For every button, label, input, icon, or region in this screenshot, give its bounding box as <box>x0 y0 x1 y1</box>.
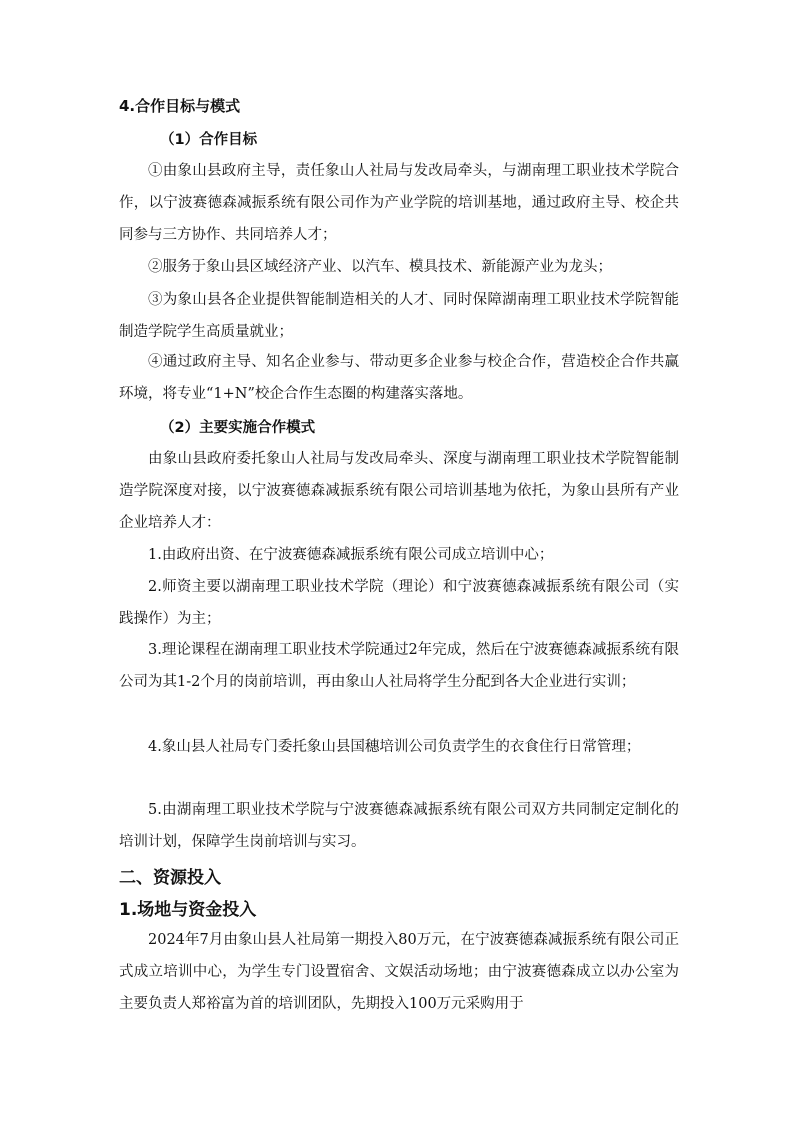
section-heading-cooperation-goals-and-modes: 4.合作目标与模式 <box>119 97 241 115</box>
mode-item-2: 2.师资主要以湖南理工职业技术学院（理论）和宁波赛德森减振系统有限公司（实践操作）为主； <box>119 579 679 627</box>
goal-item-2: ②服务于象山县区域经济产业、以汽车、模具技术、新能源产业为龙头； <box>148 259 612 275</box>
subheading-cooperation-goals: （1）合作目标 <box>160 132 258 148</box>
mode-item-1: 1.由政府出资、在宁波赛德森减振系统有限公司成立培训中心； <box>148 547 554 563</box>
subheading-venue-and-funding: 1.场地与资金投入 <box>119 900 257 920</box>
goal-item-4: ④通过政府主导、知名企业参与、带动更多企业参与校企合作，营造校企合作共赢环境，将专业“1+N”校企合作生态圈的构建落实落地。 <box>119 354 679 402</box>
subheading-implementation-modes: （2）主要实施合作模式 <box>160 420 316 436</box>
modes-intro: 由象山县政府委托象山人社局与发改局牵头、深度与湖南理工职业技术学院智能制造学院深度对接，以宁波赛德森减振系统有限公司培训基地为依托，为象山县所有产业企业培养人才： <box>119 451 679 531</box>
mode-item-4: 4.象山县人社局专门委托象山县国穗培训公司负责学生的衣食住行日常管理； <box>148 739 641 755</box>
venue-funding-paragraph: 2024年7月由象山县人社局第一期投入80万元，在宁波赛德森减振系统有限公司正式成立培训中心，为学生专门设置宿舍、文娱活动场地；由宁波赛德森成立以办公室为主要负责人郑裕富为首的培训团队，先期投入100万元采购用于 <box>119 932 679 1012</box>
section-heading-resource-input: 二、资源投入 <box>119 868 221 888</box>
goal-item-1: ①由象山县政府主导，责任象山人社局与发改局牵头，与湖南理工职业技术学院合作，以宁波赛德森减振系统有限公司作为产业学院的培训基地，通过政府主导、校企共同参与三方协作、共同培养人才； <box>119 163 679 243</box>
goal-item-3: ③为象山县各企业提供智能制造相关的人才、同时保障湖南理工职业技术学院智能制造学院学生高质量就业； <box>119 292 679 340</box>
mode-item-5: 5.由湖南理工职业技术学院与宁波赛德森减振系统有限公司双方共同制定定制化的培训计划，保障学生岗前培训与实习。 <box>119 802 679 850</box>
mode-item-3: 3.理论课程在湖南理工职业技术学院通过2年完成，然后在宁波赛德森减振系统有限公司为其1-2个月的岗前培训，再由象山人社局将学生分配到各大企业进行实训； <box>119 642 679 690</box>
